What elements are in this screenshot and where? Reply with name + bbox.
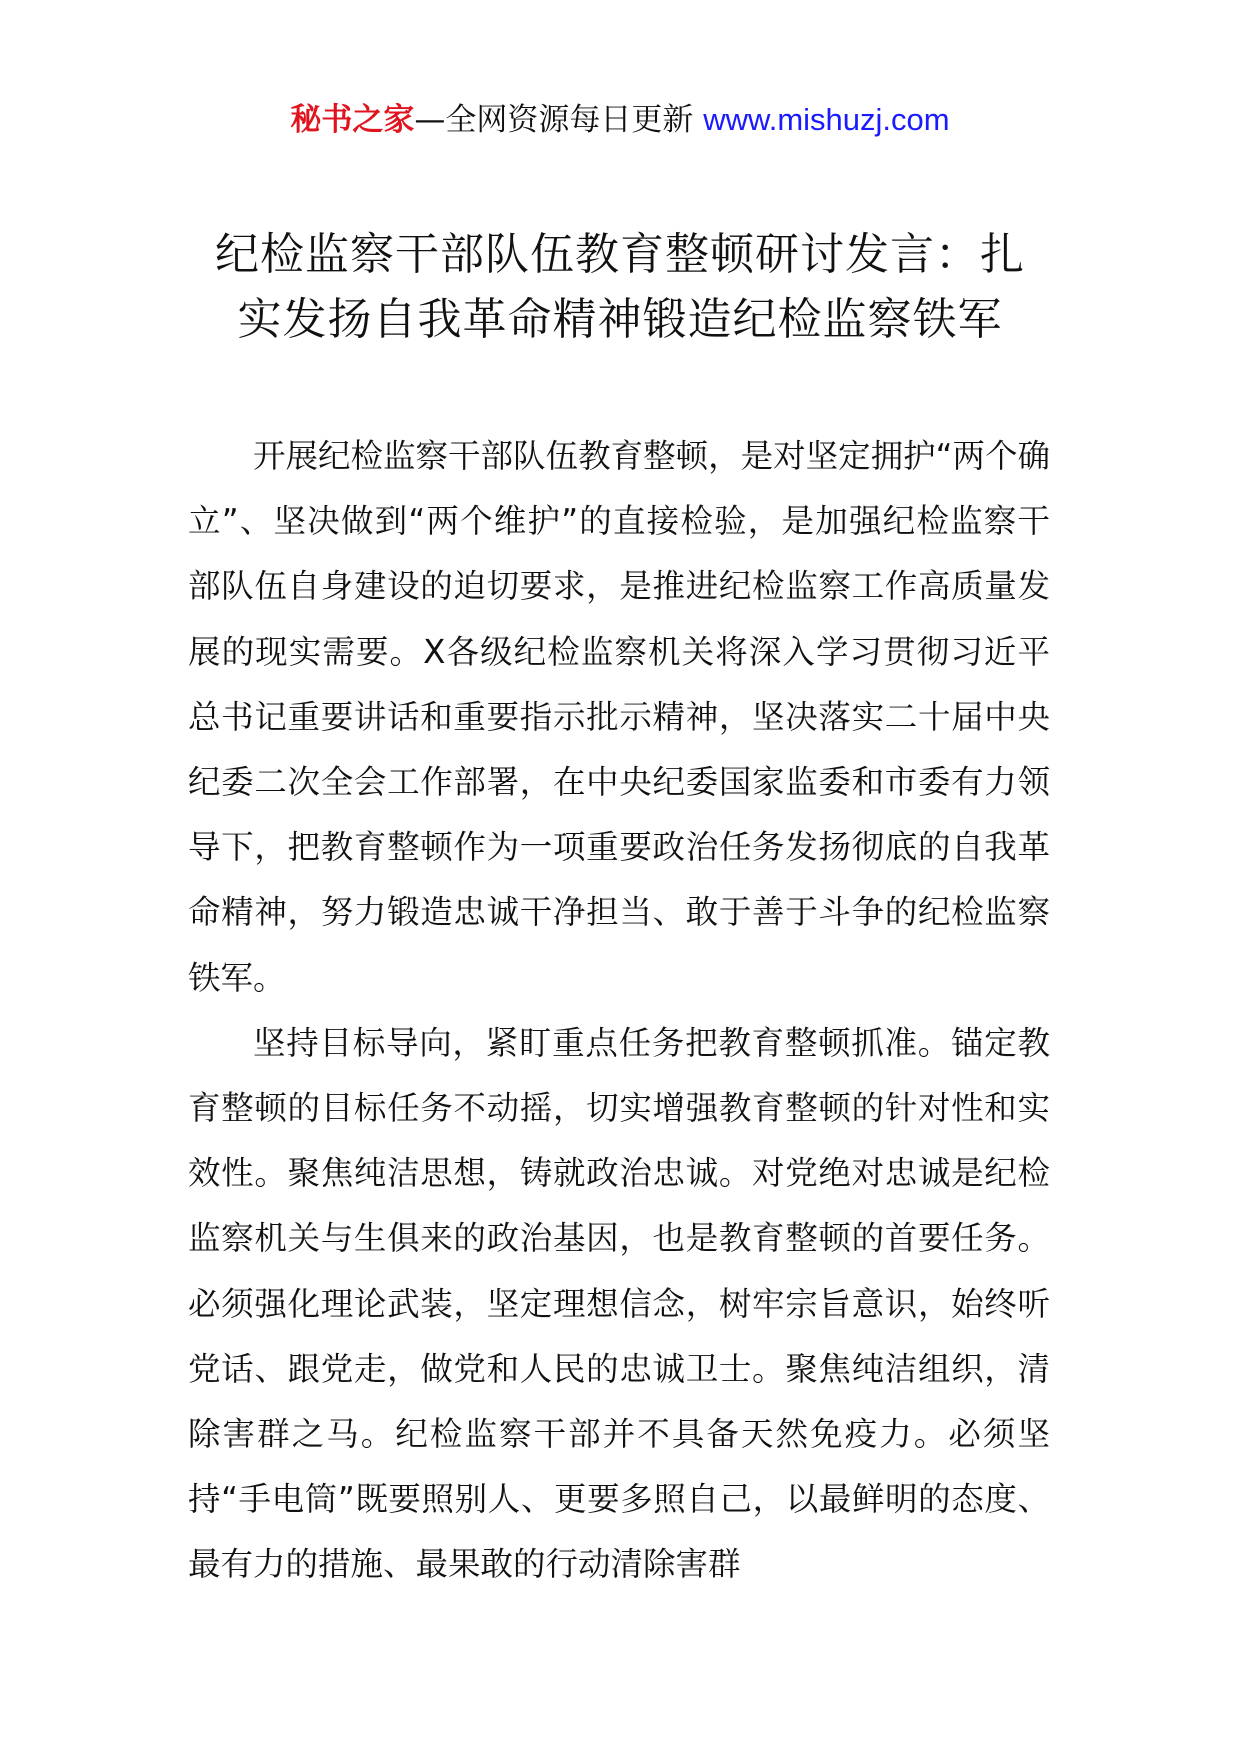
body-paragraph-1: 开展纪检监察干部队伍教育整顿，是对坚定拥护“两个确立”、坚决做到“两个维护”的直接检验，是加强纪检监察干部队伍自身建设的迫切要求，是推进纪检监察工作高质量发展的现实需要。X各级纪检监察机关将深入学习贯彻习近平总书记重要讲话和重要指示批示精神，坚决落实二十届中央纪委二次全会工作部署，在中央纪委国家监委和市委有力领导下，把教育整顿作为一项重要政治任务发扬彻底的自我革命精神，努力锻造忠诚干净担当、敢于善于斗争的纪检监察铁军。	[188, 437, 1050, 997]
title-line-1: 纪检监察干部队伍教育整顿研讨发言：扎	[215, 229, 1025, 280]
body-paragraph-2: 坚持目标导向，紧盯重点任务把教育整顿抓准。锚定教育整顿的目标任务不动摇，切实增强教育整顿的针对性和实效性。聚焦纯洁思想，铸就政治忠诚。对党绝对忠诚是纪检监察机关与生俱来的政治基因，也是教育整顿的首要任务。必须强化理论武装，坚定理想信念，树牢宗旨意识，始终听党话、跟党走，做党和人民的忠诚卫士。聚焦纯洁组织，清除害群之马。纪检监察干部并不具备天然免疫力。必须坚持“手电筒”既要照别人、更要多照自己，以最鲜明的态度、最有力的措施、最果敢的行动清除害群	[188, 1023, 1050, 1584]
document-title	[170, 222, 1070, 352]
site-url-link[interactable]: www.mishuzj.com	[703, 102, 950, 137]
site-header	[0, 100, 1240, 140]
site-brand: 秘书之家	[290, 102, 415, 138]
document-body	[188, 424, 1050, 1598]
title-line-2: 实发扬自我革命精神锻造纪检监察铁军	[237, 294, 1003, 345]
site-tagline: —全网资源每日更新	[414, 102, 704, 138]
